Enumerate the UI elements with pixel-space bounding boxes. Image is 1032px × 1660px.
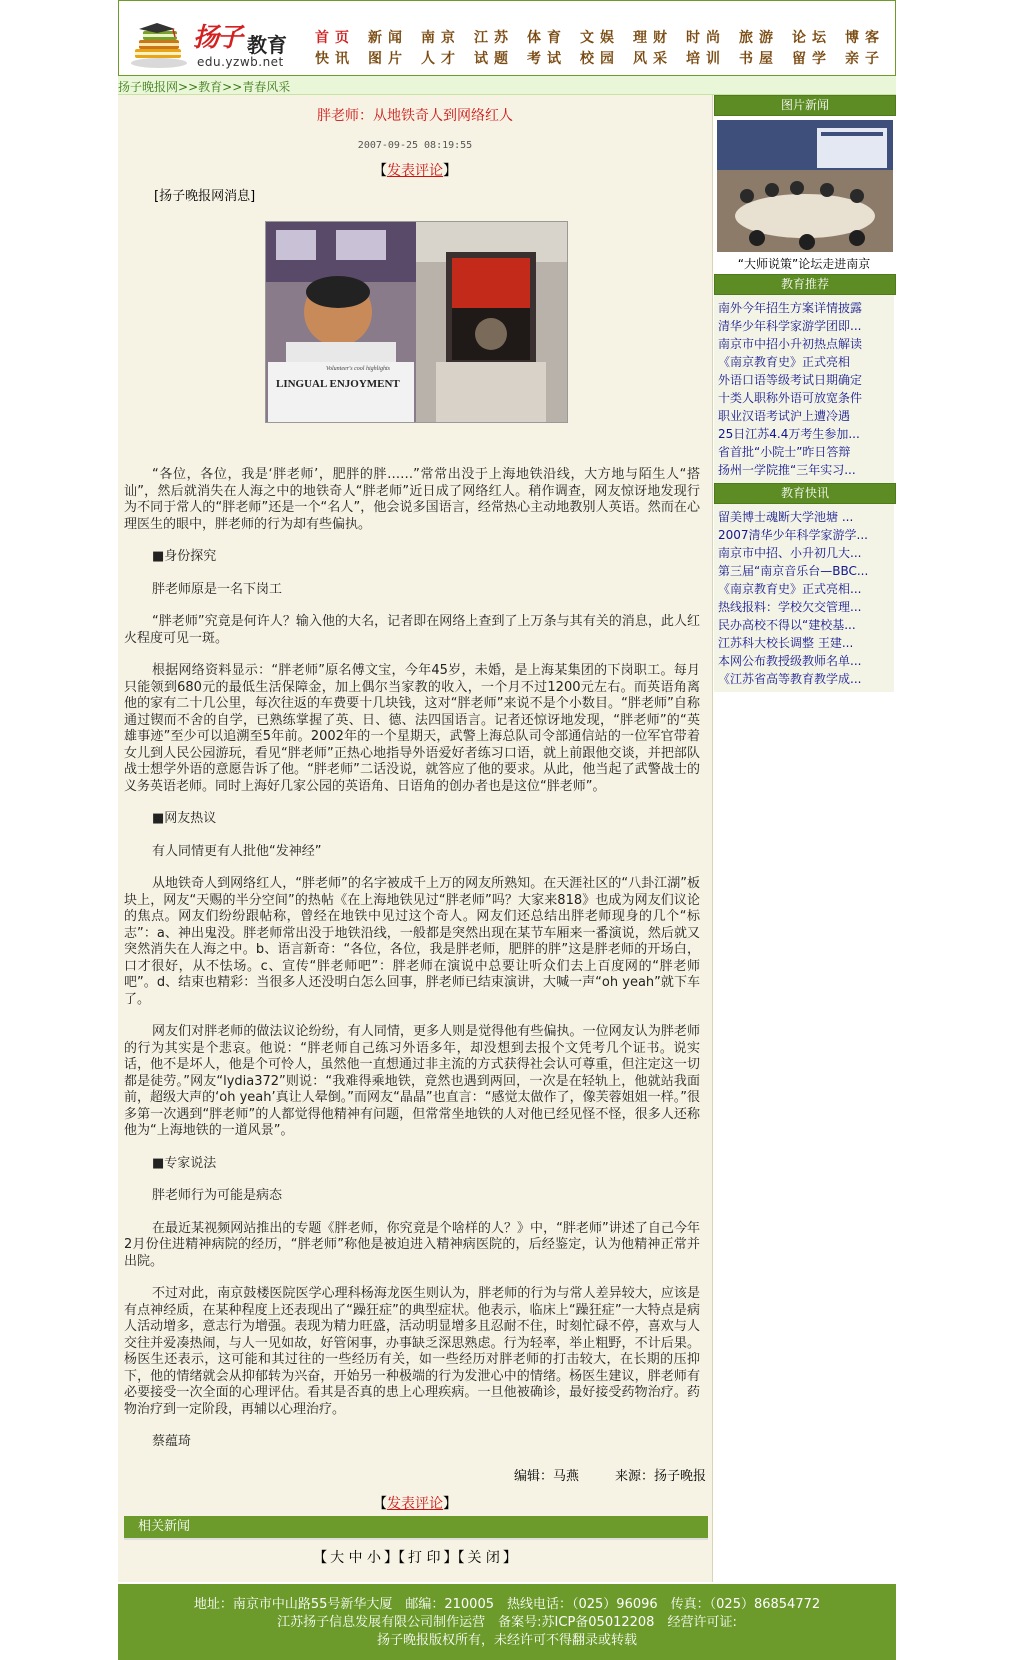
article-column — [118, 95, 713, 1582]
express-item[interactable]: 留美博士魂断大学池塘 ... — [718, 510, 854, 524]
bracket-close: 】 — [443, 163, 457, 179]
bracket-open: 【 — [373, 1496, 387, 1512]
express-item[interactable]: 《南京教育史》正式亮相... — [718, 582, 862, 596]
nav-item[interactable]: 培训 — [686, 51, 726, 67]
nav-item[interactable]: 博客 — [845, 30, 885, 46]
breadcrumb-separator: >> — [222, 80, 243, 94]
breadcrumb-item-education[interactable]: 教育 — [198, 80, 223, 94]
logo-script-text: 扬子 — [193, 23, 242, 53]
source-tag: [扬子晚报网消息] — [154, 189, 256, 204]
recommend-item[interactable]: 省首批“小院士”昨日答辩 — [718, 445, 851, 459]
article-paragraph: 在最近某视频网站推出的专题《胖老师，你究竟是个啥样的人？》中，“胖老师”讲述了自己今年2月份住进精神病院的经历，“胖老师”称他是被迫进入精神病医院的，后经鉴定，认为他精神正常并出院。 — [124, 1220, 700, 1269]
section-heading: ■专家说法 — [152, 1155, 217, 1171]
article-photo — [265, 221, 568, 423]
post-comment-link[interactable]: 发表评论 — [387, 163, 443, 179]
nav-item[interactable]: 论坛 — [792, 30, 832, 46]
section-subheading: 胖老师原是一名下岗工 — [152, 581, 283, 597]
article-paragraph: 根据网络资料显示：“胖老师”原名傅文宝，今年45岁，未婚，是上海某集团的下岗职工。每月只能领到680元的最低生活保障金，加上偶尔当家教的收入，一个月不过1200元左右。而英语角离他的家有二十几公里，每次往返的车费要十几块钱，这对“胖老师”来说不是个小数目。“胖老师”自称通过锲而不舍的自学，已熟练掌握了英、日、德、法四国语言。记者还惊讶地发现，“胖老师”的“英雄事迹”至少可以追溯至5年前。2002年的一个星期天，武警上海总队司令部通信站的一位军官带着女儿到人民公园游玩，看见“胖老师”正热心地指导外语爱好者练习口语，就上前跟他交谈，并把部队战士想学外语的意愿告诉了他。“胖老师”二话没说，就答应了他的要求。从此，他当起了武警战士的义务英语老师。同时上海好几家公园的英语角、日语角的创办者也是这位“胖老师”。 — [124, 663, 700, 794]
nav-item[interactable]: 快讯 — [315, 51, 355, 67]
nav-item[interactable]: 首页 — [315, 30, 355, 46]
nav-item[interactable]: 留学 — [792, 51, 832, 67]
breadcrumb-item-youth[interactable]: 青春风采 — [242, 80, 291, 94]
article-author: 蔡蕴琦 — [152, 1434, 192, 1449]
breadcrumb-item-home[interactable]: 扬子晚报网 — [118, 80, 179, 94]
font-size-tool[interactable]: 大 中 小 — [330, 1550, 381, 1566]
photo-news-image[interactable] — [717, 120, 893, 252]
section-heading: ■网友热议 — [152, 811, 217, 826]
books-logo-icon — [129, 23, 191, 69]
recommend-header: 教育推荐 — [714, 274, 896, 295]
print-tool[interactable]: 打 印 — [408, 1550, 441, 1566]
express-item[interactable]: 本网公布教授级教师名单... — [718, 654, 862, 668]
breadcrumb-separator: >> — [178, 80, 199, 94]
site-header — [118, 0, 896, 76]
comment-link-top — [118, 160, 712, 180]
footer-address: 地址：南京市中山路55号新华大厦 邮编：210005 热线电话：（025）96096 传真：（025）86854772 — [193, 1597, 821, 1612]
nav-item[interactable]: 理财 — [633, 30, 673, 46]
article-date: 2007-09-25 08:19:55 — [357, 140, 473, 151]
nav-item[interactable]: 时尚 — [686, 30, 726, 46]
nav-item[interactable]: 亲子 — [845, 51, 885, 67]
site-logo[interactable] — [125, 11, 295, 71]
article-tools: 【 大 中 小 】【 打 印 】【 关 闭 】 — [313, 1550, 517, 1566]
express-header: 教育快讯 — [714, 483, 896, 504]
footer-copyright: 扬子晚报版权所有，未经许可不得翻录或转载 — [376, 1633, 637, 1648]
related-news-title: 相关新闻 — [138, 1519, 191, 1534]
forum-meeting-photo-image — [717, 120, 893, 252]
recommend-item[interactable]: 《南京教育史》正式亮相 — [718, 355, 851, 369]
nav-item[interactable]: 试题 — [474, 51, 514, 67]
article-paragraph: 网友们对胖老师的做法议论纷纷，有人同情，更多人则是觉得他有些偏执。一位网友认为胖老师的行为其实是个悲哀。他说：“胖老师自己练习外语多年，却没想到去报个文凭考几个证书。说实话，他不是坏人，他是个可怜人，虽然他一直想通过非主流的方式获得社会认可尊重，但注定这一切都是徒劳。”网友“lydia372”则说：“我难得乘地铁，竟然也遇到两回，一次是在轻轨上，他就站我面前，超级大声的‘oh yeah’真让人晕倒。”而网友“晶晶”也直言：“感觉太做作了，像芙蓉姐姐一样。”很多第一次遇到“胖老师”的人都觉得他精神有问题，但常常坐地铁的人对他已经见怪不怪，很多人还称他为“上海地铁的一道风景”。 — [124, 1024, 700, 1138]
recommend-list — [714, 295, 894, 483]
express-item[interactable]: 2007清华少年科学家游学... — [718, 528, 868, 542]
recommend-item[interactable]: 南京市中招小升初热点解读 — [718, 337, 863, 351]
right-sidebar — [714, 95, 896, 1582]
breadcrumb-bar — [118, 76, 896, 95]
logo-url: edu.yzwb.net — [197, 55, 284, 69]
express-item[interactable]: 热线报料：学校欠交管理... — [718, 600, 862, 614]
site-footer — [118, 1584, 896, 1660]
editor-name: 编辑：马燕 — [513, 1469, 579, 1484]
article-byline — [118, 1465, 706, 1484]
recommend-item[interactable]: 扬州一学院推“三年实习... — [718, 463, 856, 477]
nav-item[interactable]: 考试 — [527, 51, 567, 67]
footer-company: 江苏扬子信息发展有限公司制作运营 备案号:苏ICP备05012208 经营许可证: — [277, 1615, 737, 1630]
article-body — [124, 467, 700, 1467]
nav-item[interactable]: 南京 — [421, 30, 461, 46]
nav-item[interactable]: 新闻 — [368, 30, 408, 46]
recommend-item[interactable]: 南外今年招生方案详情披露 — [718, 301, 863, 315]
recommend-item[interactable]: 25日江苏4.4万考生参加... — [718, 427, 860, 441]
express-list — [714, 504, 894, 692]
related-news-header — [124, 1516, 708, 1540]
nav-item[interactable]: 人才 — [421, 51, 461, 67]
photo-newspaper-headline: LINGUAL ENJOYMENT — [276, 378, 400, 390]
photo-news-caption[interactable]: “大师说策”论坛走进南京 — [737, 257, 871, 271]
logo-word: 教育 — [247, 33, 287, 57]
nav-item[interactable]: 文娱 — [580, 30, 620, 46]
photo-news-header: 图片新闻 — [714, 95, 896, 116]
express-item[interactable]: 民办高校不得以“建校基... — [718, 618, 856, 632]
comment-link-bottom — [118, 1493, 712, 1513]
recommend-item[interactable]: 清华少年科学家游学团即... — [718, 319, 862, 333]
article-title: 胖老师：从地铁奇人到网络红人 — [317, 108, 513, 124]
main-nav-row-1 — [315, 27, 898, 47]
close-tool[interactable]: 关 闭 — [467, 1550, 500, 1566]
main-nav-row-2 — [315, 48, 898, 68]
nav-item[interactable]: 书屋 — [739, 51, 779, 67]
nav-item[interactable]: 体育 — [527, 30, 567, 46]
section-subheading: 有人同情更有人批他“发神经” — [152, 843, 322, 859]
subway-teacher-photo-image — [266, 222, 567, 422]
section-heading: ■身份探究 — [152, 549, 217, 564]
photo-newspaper-subtext: Volunteer's cool highlights — [326, 366, 390, 372]
nav-item[interactable]: 旅游 — [739, 30, 779, 46]
bracket-close: 】 — [443, 1496, 457, 1512]
nav-item[interactable]: 校园 — [580, 51, 620, 67]
express-item[interactable]: 第三届“南京音乐台—BBC... — [718, 564, 869, 578]
recommend-item[interactable]: 职业汉语考试沪上遭冷遇 — [718, 409, 851, 423]
article-paragraph: 从地铁奇人到网络红人，“胖老师”的名字被成千上万的网友所熟知。在天涯社区的“八卦江湖”板块上，网友“天赐的半分空间”的热帖《在上海地铁见过“胖老师”吗？大家来818》也成为网友们议论的焦点。网友们纷纷跟帖称，曾经在地铁中见过这个奇人。网友们还总结出胖老师现身的几个“标志”：a、神出鬼没。胖老师常出没于地铁沿线，一般都是突然出现在某节车厢来一番演说，然后就又突然消失在人海之中。b、语言新奇：“各位，各位，我是胖老师，肥胖的胖”这是胖老师的开场白，口才很好，从不怯场。c、宣传“胖老师吧”：胖老师在演说中总要让听众们去上百度网的“胖老师吧”。d、结束也精彩：当很多人还没明白怎么回事，胖老师已结束演讲，大喊一声“oh yeah”就下车了。 — [124, 876, 700, 1007]
express-item[interactable]: 江苏科大校长调整 王建... — [718, 636, 854, 650]
nav-item[interactable]: 江苏 — [474, 30, 514, 46]
section-subheading: 胖老师行为可能是病态 — [152, 1188, 283, 1203]
bracket-open: 【 — [373, 163, 387, 179]
recommend-item[interactable]: 十类人职称外语可放宽条件 — [718, 391, 863, 405]
article-paragraph: “胖老师”究竟是何许人？输入他的大名，记者即在网络上查到了上万条与其有关的消息，此人红火程度可见一斑。 — [124, 614, 700, 646]
express-item[interactable]: 南京市中招、小升初几大... — [718, 546, 862, 560]
article-source: 来源：扬子晚报 — [614, 1469, 706, 1484]
post-comment-link[interactable]: 发表评论 — [387, 1496, 443, 1512]
breadcrumb — [118, 78, 290, 95]
express-item[interactable]: 《江苏省高等教育教学成... — [718, 672, 862, 686]
recommend-item[interactable]: 外语口语等级考试日期确定 — [718, 373, 863, 387]
article-paragraph: “各位，各位，我是‘胖老师’，肥胖的胖……”常常出没于上海地铁沿线，大方地与陌生人“搭讪”，然后就消失在人海之中的地铁奇人“胖老师”近日成了网络红人。稍作调查，网友惊讶地发现行为不同于常人的“胖老师”还是一个“名人”，他会说多国语言，经常热心主动地教别人英语。然而在心理医生的眼中，胖老师的行为却有些偏执。 — [124, 467, 700, 532]
article-paragraph: 不过对此，南京鼓楼医院医学心理科杨海龙医生则认为，胖老师的行为与常人差异较大，应该是有点神经质，在某种程度上还表现出了“躁狂症”的典型症状。他表示，临床上“躁狂症”一大特点是病人活动增多，意志行为增强。表现为精力旺盛，活动明显增多且忍耐不住，时刻忙碌不停，喜欢与人交往并爱凑热闹，与人一见如故，好管闲事，办事缺乏深思熟虑。行为轻率，举止粗野，不计后果。杨医生还表示，这可能和其过往的一些经历有关，如一些经历对胖老师的打击较大，在长期的压抑下，他的情绪就会从抑郁转为兴奋，开始另一种极端的行为发泄心中的情绪。杨医生建议，胖老师有必要接受一次全面的心理评估。看其是否真的患上心理疾病。一旦他被确诊，最好接受药物治疗。药物治疗到一定阶段，再辅以心理治疗。 — [124, 1286, 700, 1417]
nav-item[interactable]: 风采 — [633, 51, 673, 67]
nav-item[interactable]: 图片 — [368, 51, 408, 67]
